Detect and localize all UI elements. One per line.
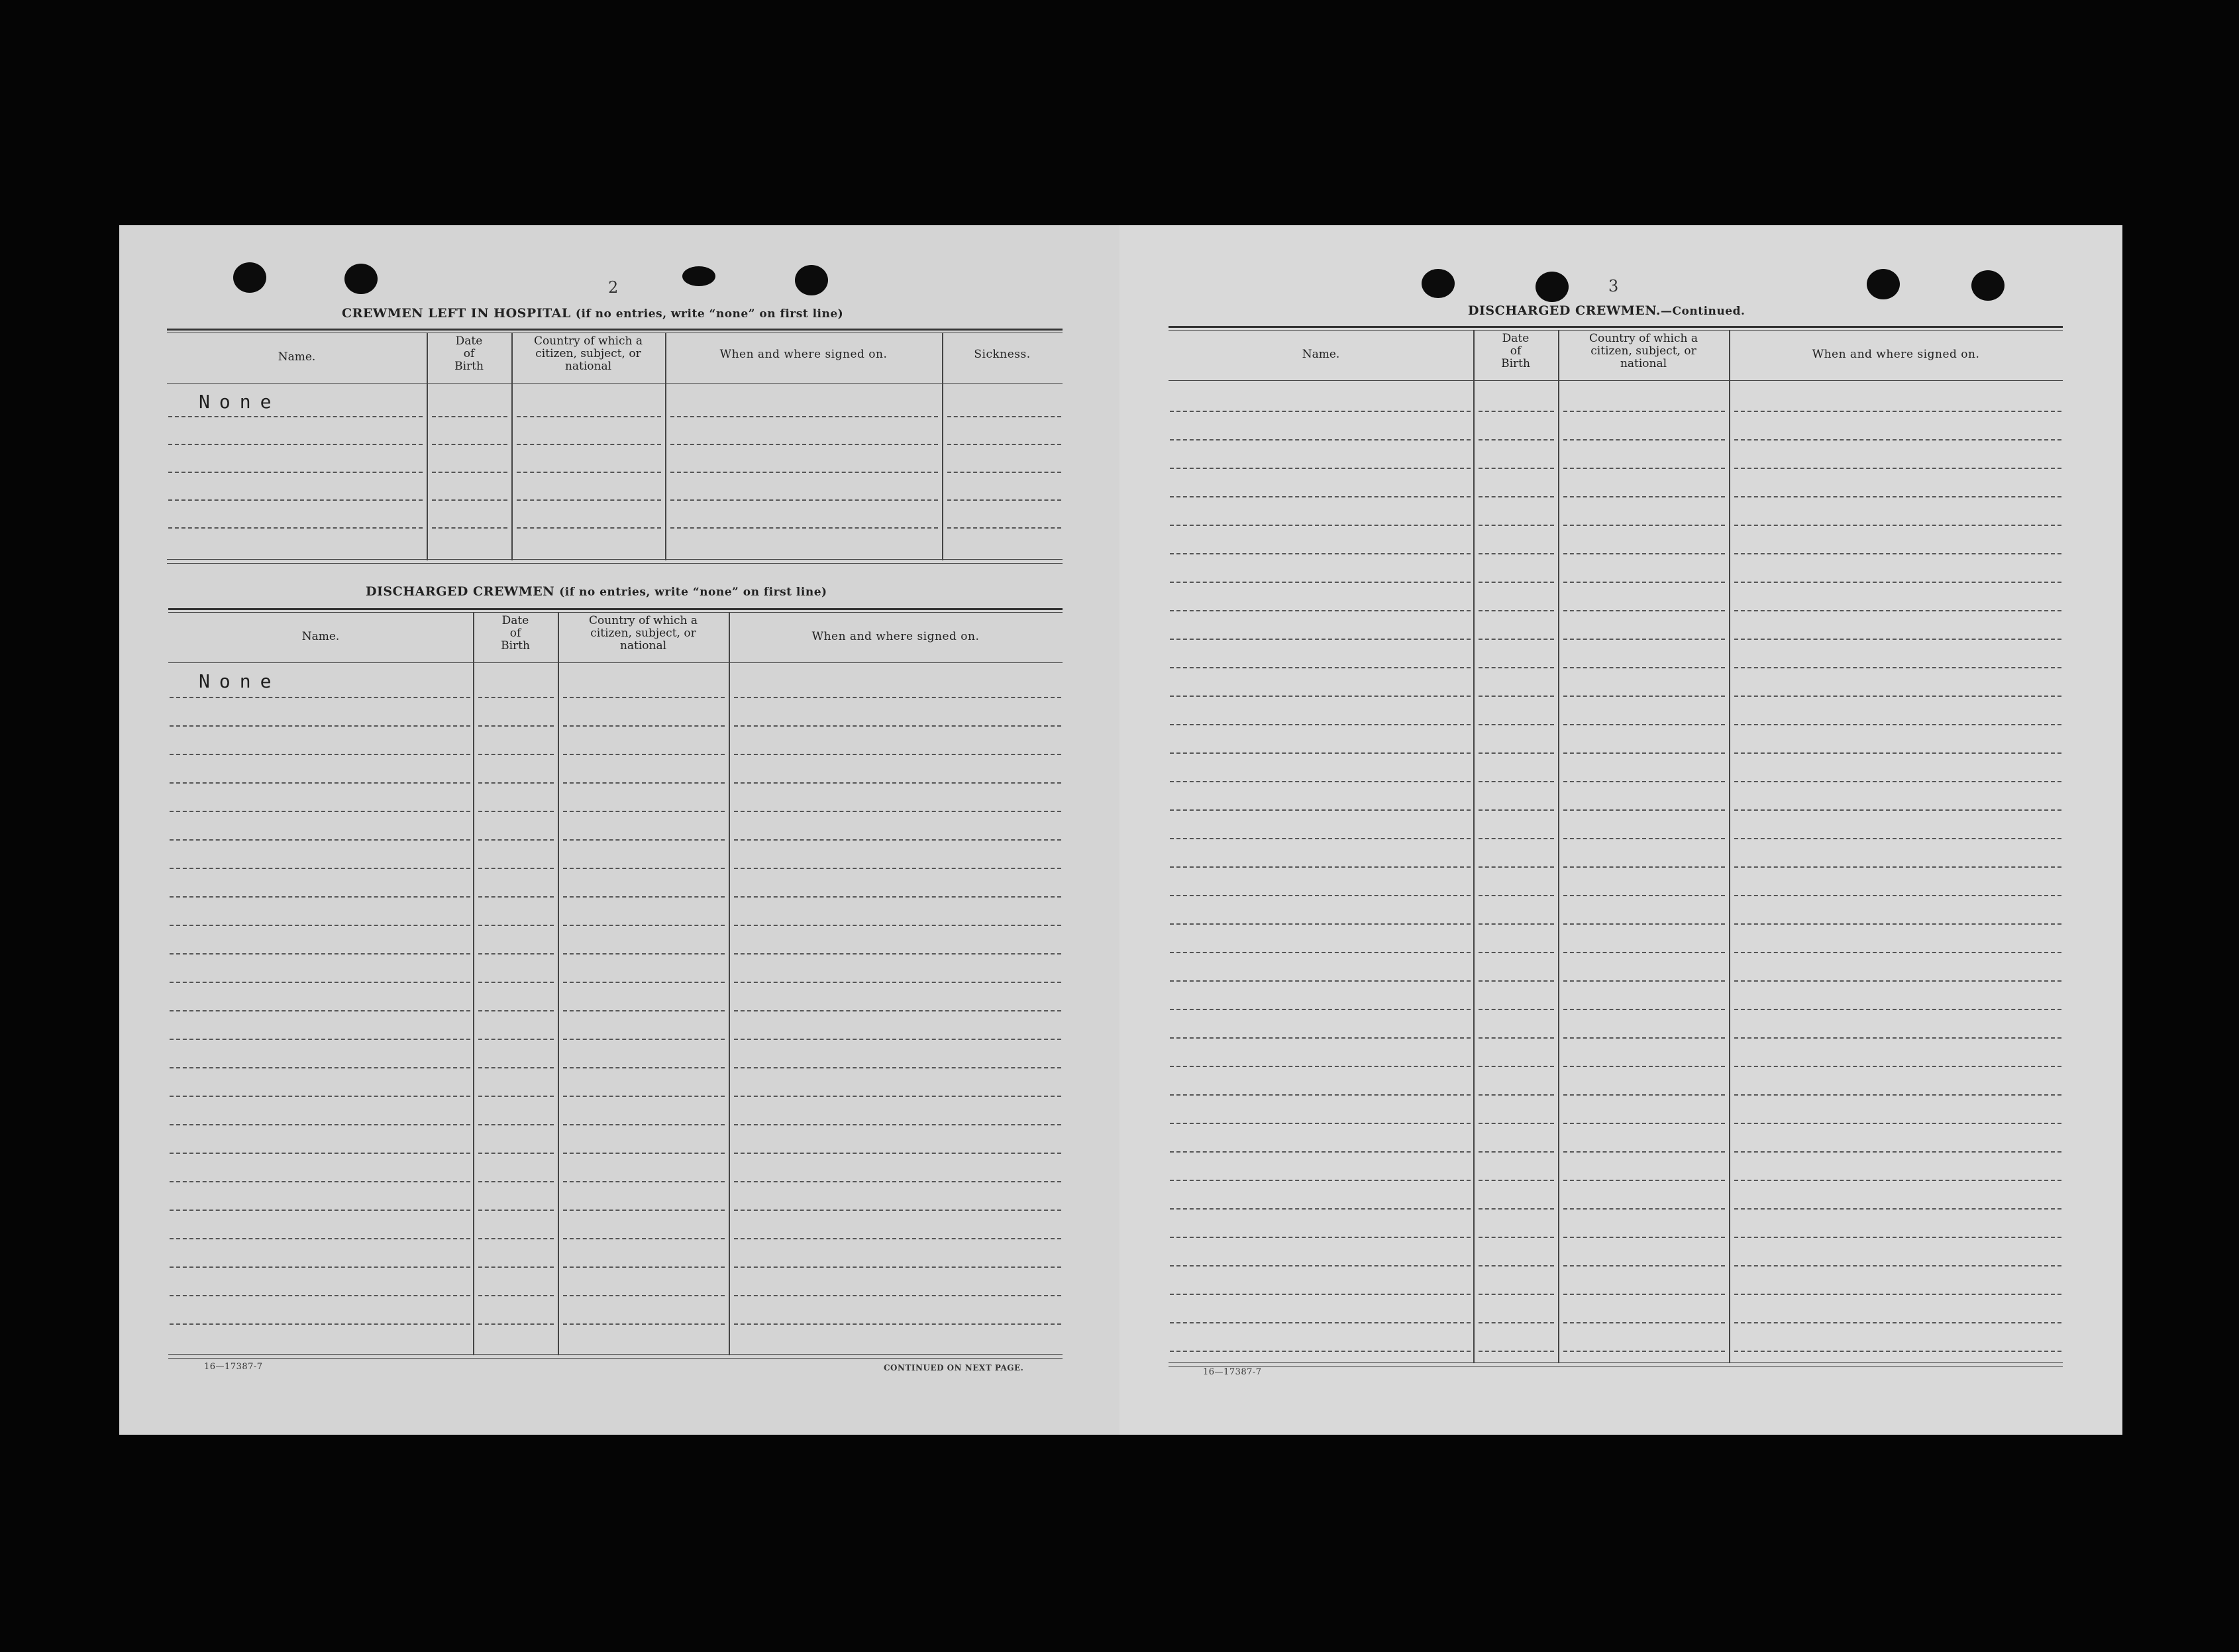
entry-line [734, 697, 1061, 698]
right-page [1120, 225, 2122, 1435]
entry-line [1563, 496, 1725, 497]
entry-line [478, 925, 554, 926]
entry-line [432, 416, 507, 417]
entry-line [734, 925, 1061, 926]
column-header-name: Name. [278, 350, 316, 364]
entry-line [1170, 923, 1471, 925]
entry-line [478, 754, 554, 755]
entry-line [1479, 1094, 1554, 1096]
entry-line [1479, 1066, 1554, 1067]
entry-line [478, 1010, 554, 1011]
entry-line [670, 527, 938, 529]
entry-line [1479, 610, 1554, 611]
entry-line [947, 416, 1061, 417]
entry-line [1170, 553, 1471, 554]
entry-line [1563, 525, 1725, 526]
entry-line [563, 1153, 725, 1154]
punch-hole [1971, 270, 2005, 301]
entry-line [1479, 1151, 1554, 1153]
entry-line [1479, 1037, 1554, 1039]
entry-line [1170, 1123, 1471, 1124]
entry-line [1734, 1037, 2061, 1039]
entry-line [1479, 439, 1554, 440]
entry-line [563, 839, 725, 841]
punch-hole [233, 262, 266, 293]
entry-line [563, 868, 725, 869]
entry-line [170, 754, 470, 755]
entry-line [1170, 781, 1471, 782]
entry-line [734, 839, 1061, 841]
entry-line [734, 1181, 1061, 1182]
entry-line [734, 953, 1061, 955]
entry-line [1170, 1151, 1471, 1153]
entry-line [1734, 1237, 2061, 1238]
entry-line [670, 416, 938, 417]
entry-line [168, 499, 423, 501]
entry-line [1563, 980, 1725, 982]
entry-line [1170, 838, 1471, 839]
entry-line [170, 868, 470, 869]
entry-line [1734, 582, 2061, 583]
entry-line [1734, 496, 2061, 497]
entry-line [168, 527, 423, 529]
entry-line [1170, 496, 1471, 497]
entry-line [170, 925, 470, 926]
entry-line [1563, 553, 1725, 554]
entry-line [1734, 1265, 2061, 1266]
entry-line [563, 1323, 725, 1325]
continued-note: CONTINUED ON NEXT PAGE. [884, 1363, 1024, 1372]
entry-line [734, 1124, 1061, 1125]
entry-line [478, 953, 554, 955]
entry-line [170, 839, 470, 841]
entry-line [1479, 1009, 1554, 1010]
entry-line [1734, 1351, 2061, 1352]
entry-line [478, 982, 554, 983]
entry-line [734, 754, 1061, 755]
entry-line [170, 953, 470, 955]
entry-line [1734, 639, 2061, 640]
entry-line [734, 1010, 1061, 1011]
entry-line [1479, 866, 1554, 868]
entry-line [478, 1323, 554, 1325]
form-number: 16—17387-7 [1203, 1367, 1262, 1377]
entry-line [1734, 752, 2061, 754]
entry-line [1734, 1322, 2061, 1323]
entry-line [734, 1096, 1061, 1097]
discharged-section-title: DISCHARGED CREWMEN (if no entries, write “none” on first line) [366, 584, 827, 599]
entry-line [1734, 1009, 2061, 1010]
column-header-name: Name. [1302, 348, 1340, 361]
entry-line [734, 1210, 1061, 1211]
entry-line [563, 811, 725, 812]
page-number: 3 [1608, 277, 1619, 295]
entry-line [170, 1096, 470, 1097]
entry-line [1563, 1009, 1725, 1010]
entry-line [168, 444, 423, 445]
entry-line [1734, 838, 2061, 839]
column-header-dob: Date of Birth [1501, 332, 1530, 370]
entry-line [563, 1266, 725, 1268]
entry-line [563, 1295, 725, 1296]
entry-line [734, 1295, 1061, 1296]
entry-line [1734, 724, 2061, 725]
entry-line [170, 1039, 470, 1040]
entry-line [1479, 724, 1554, 725]
entry-line [1563, 952, 1725, 953]
entry-line [1563, 781, 1725, 782]
column-header-signed-on: When and where signed on. [811, 630, 980, 643]
entry-line [478, 868, 554, 869]
entry-line [734, 982, 1061, 983]
entry-line [1734, 1123, 2061, 1124]
column-header-signed-on: When and where signed on. [1812, 348, 1980, 361]
entry-line [478, 839, 554, 841]
entry-line [1479, 1265, 1554, 1266]
entry-line [1734, 1294, 2061, 1295]
entry-line [1479, 895, 1554, 896]
discharged-table [168, 608, 1063, 1359]
entry-line [947, 444, 1061, 445]
entry-line [1170, 952, 1471, 953]
entry-line [1563, 752, 1725, 754]
entry-line [1734, 952, 2061, 953]
entry-line [1563, 1037, 1725, 1039]
entry-line [1734, 1094, 2061, 1096]
entry-line [1479, 696, 1554, 697]
entry-line [1170, 639, 1471, 640]
punch-hole [344, 264, 378, 294]
entry-line [1479, 667, 1554, 668]
entry-line [947, 499, 1061, 501]
entry-line [1170, 1009, 1471, 1010]
entry-line [168, 416, 423, 417]
entry-line [1563, 696, 1725, 697]
entry-line [1170, 1351, 1471, 1352]
entry-line [1479, 752, 1554, 754]
entry-line [1170, 1037, 1471, 1039]
entry-line [563, 953, 725, 955]
entry-line [1563, 923, 1725, 925]
entry-line [1170, 411, 1471, 412]
discharged-entry: None [199, 670, 281, 692]
entry-line [517, 444, 661, 445]
entry-line [478, 1039, 554, 1040]
entry-line [1479, 809, 1554, 811]
entry-line [1170, 667, 1471, 668]
entry-line [734, 1067, 1061, 1068]
entry-line [563, 896, 725, 898]
entry-line [1170, 1066, 1471, 1067]
entry-line [1734, 866, 2061, 868]
entry-line [170, 982, 470, 983]
entry-line [1170, 1180, 1471, 1181]
entry-line [1563, 1094, 1725, 1096]
entry-line [563, 754, 725, 755]
entry-line [1563, 439, 1725, 440]
discharged-continued-title: DISCHARGED CREWMEN.—Continued. [1468, 303, 1745, 318]
entry-line [1479, 468, 1554, 469]
entry-line [563, 925, 725, 926]
entry-line [170, 1181, 470, 1182]
hospital-table [167, 329, 1063, 564]
entry-line [432, 444, 507, 445]
entry-line [734, 1039, 1061, 1040]
entry-line [670, 472, 938, 473]
entry-line [432, 472, 507, 473]
entry-line [1170, 525, 1471, 526]
entry-line [1563, 582, 1725, 583]
entry-line [1563, 724, 1725, 725]
entry-line [478, 811, 554, 812]
entry-line [478, 782, 554, 784]
entry-line [734, 811, 1061, 812]
entry-line [734, 1153, 1061, 1154]
entry-line [670, 499, 938, 501]
entry-line [1170, 582, 1471, 583]
entry-line [170, 1153, 470, 1154]
entry-line [563, 1210, 725, 1211]
entry-line [478, 1181, 554, 1182]
entry-line [170, 697, 470, 698]
entry-line [170, 1323, 470, 1325]
entry-line [1479, 553, 1554, 554]
entry-line [1734, 923, 2061, 925]
entry-line [1563, 667, 1725, 668]
entry-line [170, 896, 470, 898]
entry-line [1479, 1208, 1554, 1210]
column-header-signed-on: When and where signed on. [719, 348, 888, 361]
entry-line [563, 1181, 725, 1182]
entry-line [170, 1124, 470, 1125]
entry-line [478, 1210, 554, 1211]
entry-line [170, 1295, 470, 1296]
entry-line [1170, 980, 1471, 982]
entry-line [1734, 439, 2061, 440]
entry-line [563, 1124, 725, 1125]
entry-line [1734, 553, 2061, 554]
punch-hole [1422, 269, 1455, 298]
entry-line [563, 1039, 725, 1040]
entry-line [170, 1238, 470, 1239]
entry-line [432, 527, 507, 529]
entry-line [1170, 1322, 1471, 1323]
hospital-section-title: CREWMEN LEFT IN HOSPITAL (if no entries, write “none” on first line) [342, 306, 844, 321]
entry-line [734, 1266, 1061, 1268]
entry-line [1734, 411, 2061, 412]
entry-line [1170, 468, 1471, 469]
entry-line [517, 416, 661, 417]
entry-line [563, 1010, 725, 1011]
entry-line [1479, 1322, 1554, 1323]
entry-line [1563, 1237, 1725, 1238]
entry-line [478, 1153, 554, 1154]
entry-line [1170, 610, 1471, 611]
entry-line [1563, 639, 1725, 640]
entry-line [734, 1238, 1061, 1239]
entry-line [478, 896, 554, 898]
entry-line [1563, 1151, 1725, 1153]
entry-line [1479, 1294, 1554, 1295]
entry-line [478, 697, 554, 698]
entry-line [1563, 866, 1725, 868]
entry-line [1563, 1123, 1725, 1124]
entry-line [1563, 1294, 1725, 1295]
entry-line [1563, 1208, 1725, 1210]
entry-line [1563, 411, 1725, 412]
entry-line [1734, 610, 2061, 611]
entry-line [170, 1067, 470, 1068]
punch-hole [1867, 269, 1900, 299]
entry-line [1563, 1180, 1725, 1181]
entry-line [1170, 866, 1471, 868]
entry-line [1170, 1294, 1471, 1295]
entry-line [563, 782, 725, 784]
entry-line [1563, 468, 1725, 469]
punch-hole [1536, 272, 1569, 302]
left-page [119, 225, 1120, 1435]
column-header-dob: Date of Birth [454, 335, 484, 373]
entry-line [1734, 980, 2061, 982]
entry-line [1563, 895, 1725, 896]
entry-line [734, 1323, 1061, 1325]
entry-line [947, 527, 1061, 529]
column-header-name: Name. [301, 630, 340, 643]
entry-line [1170, 1265, 1471, 1266]
entry-line [1734, 1208, 2061, 1210]
entry-line [1479, 980, 1554, 982]
column-header-dob: Date of Birth [501, 614, 530, 652]
entry-line [1734, 468, 2061, 469]
entry-line [734, 782, 1061, 784]
entry-line [1563, 1351, 1725, 1352]
entry-line [517, 499, 661, 501]
entry-line [1170, 439, 1471, 440]
entry-line [1479, 952, 1554, 953]
column-header-country: Country of which a citizen, subject, or national [1589, 332, 1698, 370]
entry-line [1170, 1237, 1471, 1238]
entry-line [1563, 809, 1725, 811]
entry-line [734, 868, 1061, 869]
entry-line [1170, 752, 1471, 754]
entry-line [170, 782, 470, 784]
entry-line [1170, 1094, 1471, 1096]
entry-line [1479, 496, 1554, 497]
entry-line [170, 811, 470, 812]
column-header-sickness: Sickness. [974, 348, 1031, 361]
punch-hole [682, 266, 715, 286]
entry-line [1479, 1351, 1554, 1352]
entry-line [1479, 582, 1554, 583]
entry-line [478, 1124, 554, 1125]
entry-line [1479, 781, 1554, 782]
entry-line [563, 697, 725, 698]
entry-line [734, 896, 1061, 898]
entry-line [563, 1238, 725, 1239]
column-header-country: Country of which a citizen, subject, or national [534, 335, 643, 373]
entry-line [1563, 838, 1725, 839]
entry-line [170, 1210, 470, 1211]
entry-line [1563, 1066, 1725, 1067]
entry-line [170, 1010, 470, 1011]
entry-line [1734, 809, 2061, 811]
entry-line [478, 1238, 554, 1239]
entry-line [1479, 838, 1554, 839]
entry-line [170, 1266, 470, 1268]
entry-line [1479, 923, 1554, 925]
entry-line [517, 527, 661, 529]
entry-line [168, 472, 423, 473]
entry-line [432, 499, 507, 501]
entry-line [1734, 696, 2061, 697]
entry-line [1479, 411, 1554, 412]
entry-line [1563, 1265, 1725, 1266]
hospital-entry: None [199, 391, 281, 413]
entry-line [478, 1295, 554, 1296]
entry-line [1170, 895, 1471, 896]
entry-line [1170, 809, 1471, 811]
entry-line [478, 1266, 554, 1268]
column-header-country: Country of which a citizen, subject, or national [589, 614, 698, 652]
entry-line [1479, 1123, 1554, 1124]
entry-line [1479, 1180, 1554, 1181]
entry-line [1170, 696, 1471, 697]
entry-line [517, 472, 661, 473]
entry-line [478, 1096, 554, 1097]
entry-line [1479, 1237, 1554, 1238]
entry-line [1479, 639, 1554, 640]
entry-line [1479, 525, 1554, 526]
entry-line [563, 1067, 725, 1068]
entry-line [170, 725, 470, 727]
entry-line [1563, 1322, 1725, 1323]
entry-line [563, 1096, 725, 1097]
entry-line [1734, 1066, 2061, 1067]
entry-line [478, 725, 554, 727]
entry-line [1734, 1180, 2061, 1181]
discharged-table-continued [1169, 326, 2063, 1367]
entry-line [1734, 1151, 2061, 1153]
page-number: 2 [608, 278, 619, 297]
punch-hole [795, 265, 828, 295]
entry-line [734, 725, 1061, 727]
entry-line [1170, 1208, 1471, 1210]
form-number: 16—17387-7 [204, 1362, 263, 1372]
entry-line [1563, 610, 1725, 611]
entry-line [563, 982, 725, 983]
entry-line [1734, 667, 2061, 668]
entry-line [1734, 525, 2061, 526]
entry-line [947, 472, 1061, 473]
entry-line [563, 725, 725, 727]
entry-line [1170, 724, 1471, 725]
entry-line [670, 444, 938, 445]
entry-line [1734, 895, 2061, 896]
entry-line [1734, 781, 2061, 782]
entry-line [478, 1067, 554, 1068]
